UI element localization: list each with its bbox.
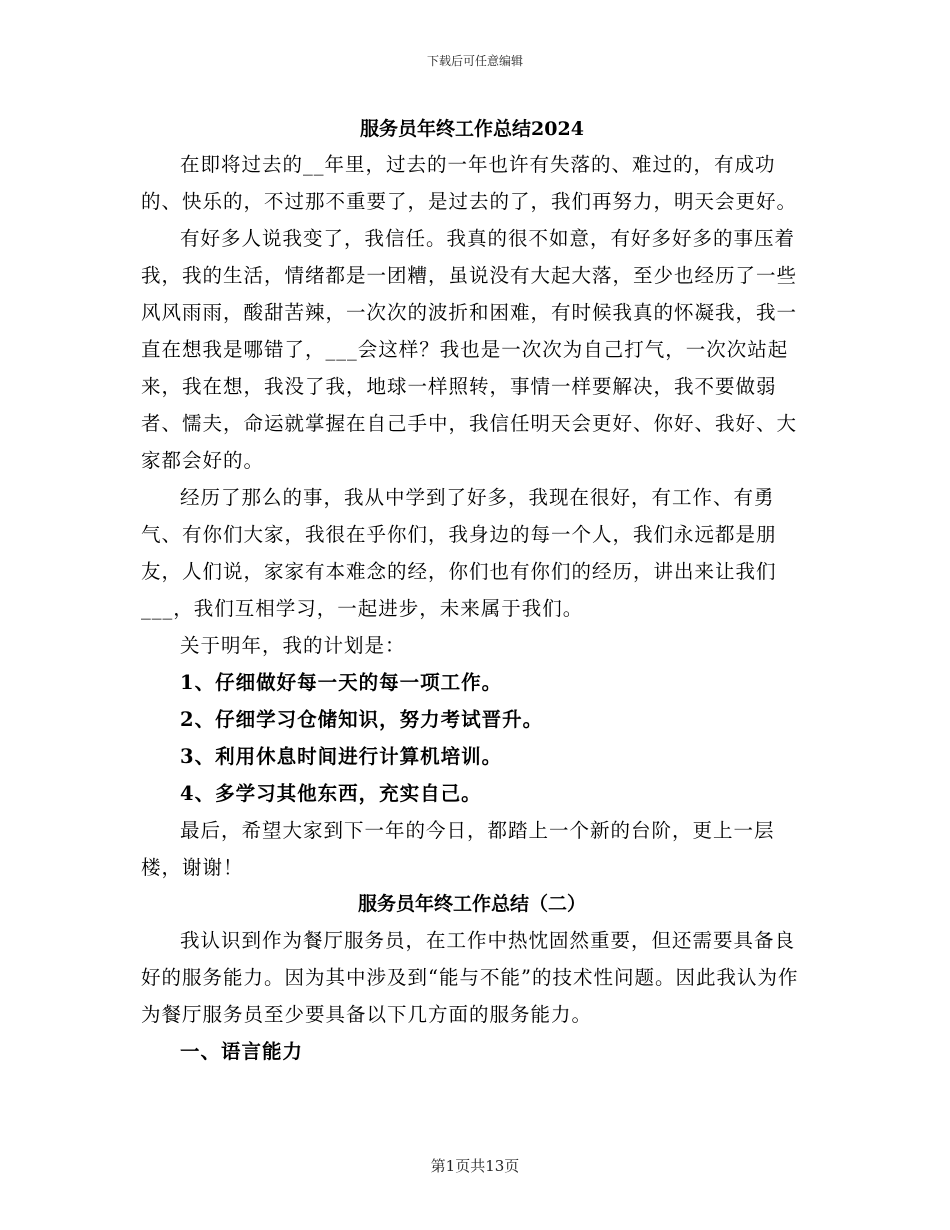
paragraph-closing: 最后，希望大家到下一年的今日，都踏上一个新的台阶，更上一层楼，谢谢！ [141,819,775,879]
plan-item: 1、仔细做好每一天的每一项工作。 [180,671,503,694]
page-number: 第1页共13页 [430,1157,520,1175]
section-heading-language: 一、语言能力 [180,1040,304,1063]
paragraph-intro: 在即将过去的__年里，过去的一年也许有失落的、难过的，有成功的、快乐的，不过那不重要了，是过去的了，我们再努力，明天会更好。 [141,153,798,213]
document-body [141,112,803,1070]
paragraph-reflection: 有好多人说我变了，我信任。我真的很不如意，有好多好多的事压着我，我的生活，情绪都是一团糟，虽说没有大起大落，至少也经历了一些风风雨雨，酸甜苦辣，一次次的波折和困难，有时候我真的怀凝我，我一直在想我是哪错了，___会这样？我也是一次次为自己打气，一次次站起来，我在想，我没了我，地球一样照转，事情一样要解决，我不要做弱者、懦夫，命运就掌握在自己手中，我信任明天会更好、你好、我好、大家都会好的。 [141,227,798,472]
plan-item: 2、仔细学习仓储知识，努力考试晋升。 [180,708,544,731]
document-title: 服务员年终工作总结2024 [360,118,584,140]
plan-item: 3、利用休息时间进行计算机培训。 [180,745,503,768]
paragraph-plan-intro: 关于明年，我的计划是： [180,634,406,657]
paragraph-service-ability: 我认识到作为餐厅服务员，在工作中热忱固然重要，但还需要具备良好的服务能力。因为其中涉及到“能与不能”的技术性问题。因此我认为作为餐厅服务员至少要具备以下几方面的服务能力。 [141,929,799,1026]
page-header-note: 下载后可任意编辑 [426,54,523,68]
plan-item: 4、多学习其他东西，充实自己。 [180,782,482,805]
section-title-part-two: 服务员年终工作总结（二） [357,893,586,915]
paragraph-experience: 经历了那么的事，我从中学到了好多，我现在很好，有工作、有勇气、有你们大家，我很在乎你们，我身边的每一个人，我们永远都是朋友，人们说，家家有本难念的经，你们也有你们的经历，讲出来让我们___，我们互相学习，一起进步，未来属于我们。 [141,486,777,620]
